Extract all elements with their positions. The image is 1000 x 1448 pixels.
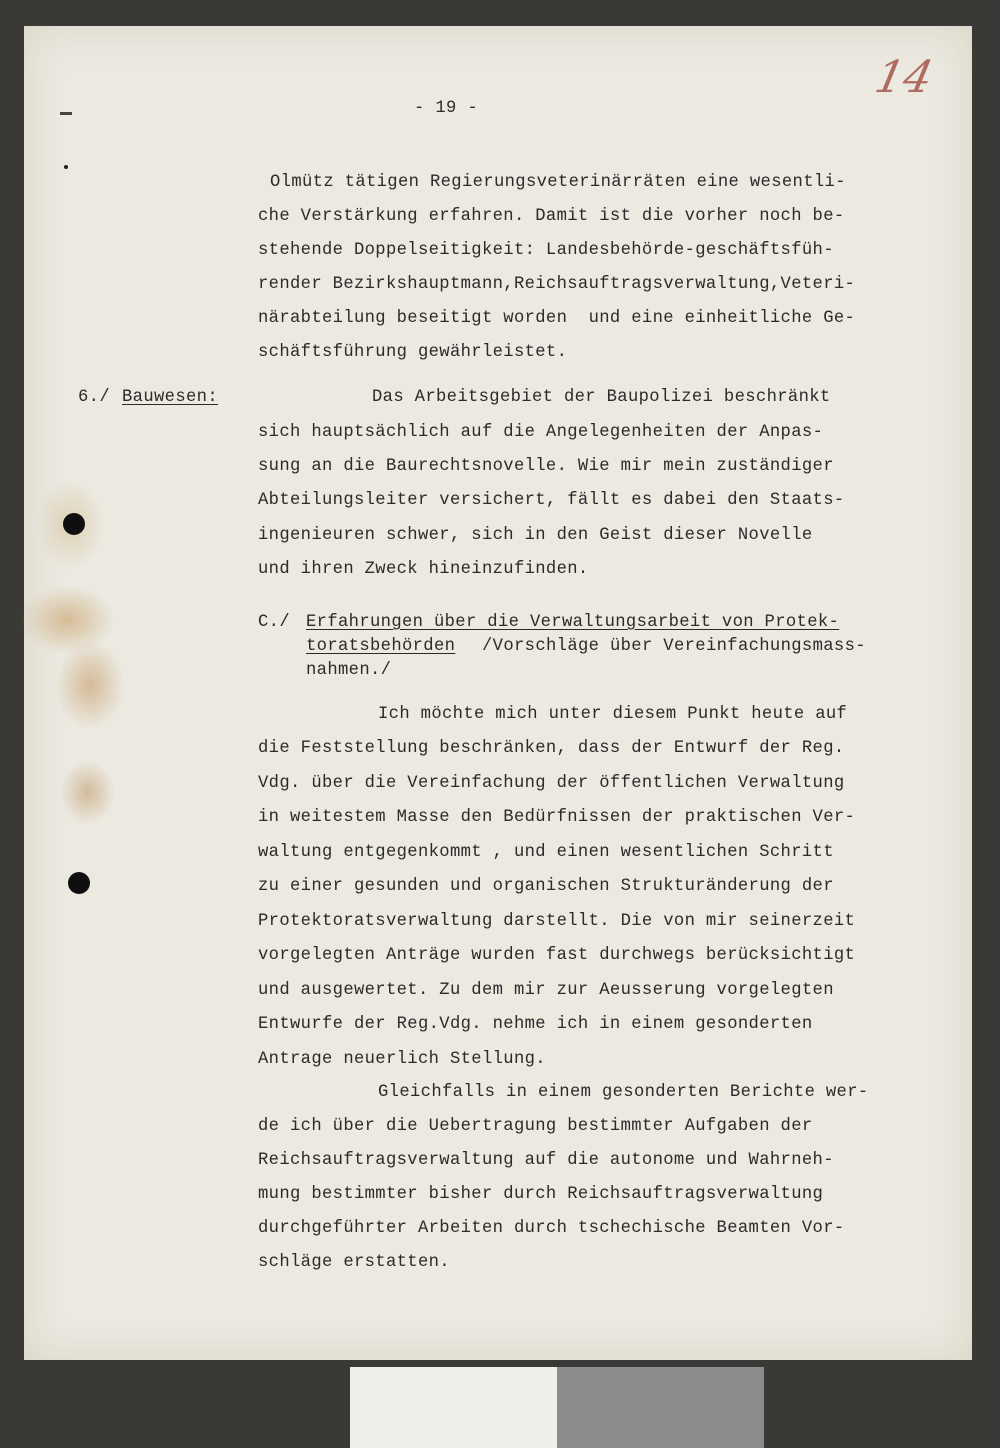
- page-number: - 19 -: [414, 99, 478, 118]
- section-heading: Erfahrungen über die Verwaltungsarbeit von Protek-: [306, 613, 840, 632]
- text-line: Das Arbeitsgebiet der Baupolizei beschränkt: [372, 388, 831, 407]
- text-line: waltung entgegenkommt , und einen wesentlichen Schritt: [258, 843, 834, 862]
- calibration-strip-dark: [764, 1367, 1000, 1448]
- text-line: Reichsauftragsverwaltung auf die autonome und Wahrneh-: [258, 1151, 834, 1170]
- punch-hole: [68, 872, 90, 894]
- text-line: und ausgewertet. Zu dem mir zur Aeusserung vorgelegten: [258, 981, 834, 1000]
- section-heading: toratsbehörden: [306, 637, 456, 656]
- text-line: Abteilungsleiter versichert, fällt es dabei den Staats-: [258, 491, 845, 510]
- text-line: die Feststellung beschränken, dass der Entwurf der Reg.: [258, 739, 845, 758]
- text-line: durchgeführter Arbeiten durch tschechische Beamten Vor-: [258, 1219, 845, 1238]
- text-line: in weitestem Masse den Bedürfnissen der praktischen Ver-: [258, 808, 856, 827]
- section-heading: /Vorschläge über Vereinfachungsmass-: [482, 637, 866, 656]
- text-line: zu einer gesunden und organischen Strukturänderung der: [258, 877, 834, 896]
- punch-hole: [63, 513, 85, 535]
- section-heading: nahmen./: [306, 661, 392, 680]
- text-line: Gleichfalls in einem gesonderten Berichte wer-: [378, 1083, 869, 1102]
- text-line: und ihren Zweck hineinzufinden.: [258, 560, 589, 579]
- text-line: vorgelegten Anträge wurden fast durchwegs berücksichtigt: [258, 946, 856, 965]
- handwritten-page-number: 14: [870, 52, 938, 103]
- text-line: che Verstärkung erfahren. Damit ist die vorher noch be-: [258, 207, 845, 226]
- text-line: mung bestimmter bisher durch Reichsauftragsverwaltung: [258, 1185, 824, 1204]
- text-line: sich hauptsächlich auf die Angelegenheiten der Anpas-: [258, 423, 824, 442]
- section-title: Bauwesen:: [122, 388, 218, 407]
- text-line: Antrage neuerlich Stellung.: [258, 1050, 546, 1069]
- section-prefix: C./: [258, 613, 290, 632]
- calibration-strip-gray: [557, 1367, 764, 1448]
- section-number: 6./: [78, 388, 110, 407]
- text-line: stehende Doppelseitigkeit: Landesbehörde-geschäftsfüh-: [258, 241, 834, 260]
- text-line: sung an die Baurechtsnovelle. Wie mir mein zuständiger: [258, 457, 834, 476]
- text-line: Olmütz tätigen Regierungsveterinärräten eine wesentli-: [270, 173, 846, 192]
- text-line: schäftsführung gewährleistet.: [258, 343, 568, 362]
- calibration-strip-white: [350, 1367, 557, 1448]
- margin-mark: [64, 165, 68, 169]
- text-line: Ich möchte mich unter diesem Punkt heute auf: [378, 705, 848, 724]
- text-line: de ich über die Uebertragung bestimmter Aufgaben der: [258, 1117, 813, 1136]
- text-line: ingenieuren schwer, sich in den Geist dieser Novelle: [258, 526, 813, 545]
- margin-mark: [60, 112, 72, 115]
- text-line: närabteilung beseitigt worden und eine einheitliche Ge-: [258, 309, 856, 328]
- text-line: Vdg. über die Vereinfachung der öffentlichen Verwaltung: [258, 774, 845, 793]
- text-line: render Bezirkshauptmann,Reichsauftragsverwaltung,Veteri-: [258, 275, 856, 294]
- text-line: Protektoratsverwaltung darstellt. Die von mir seinerzeit: [258, 912, 856, 931]
- text-line: Entwurfe der Reg.Vdg. nehme ich in einem gesonderten: [258, 1015, 813, 1034]
- text-line: schläge erstatten.: [258, 1253, 450, 1272]
